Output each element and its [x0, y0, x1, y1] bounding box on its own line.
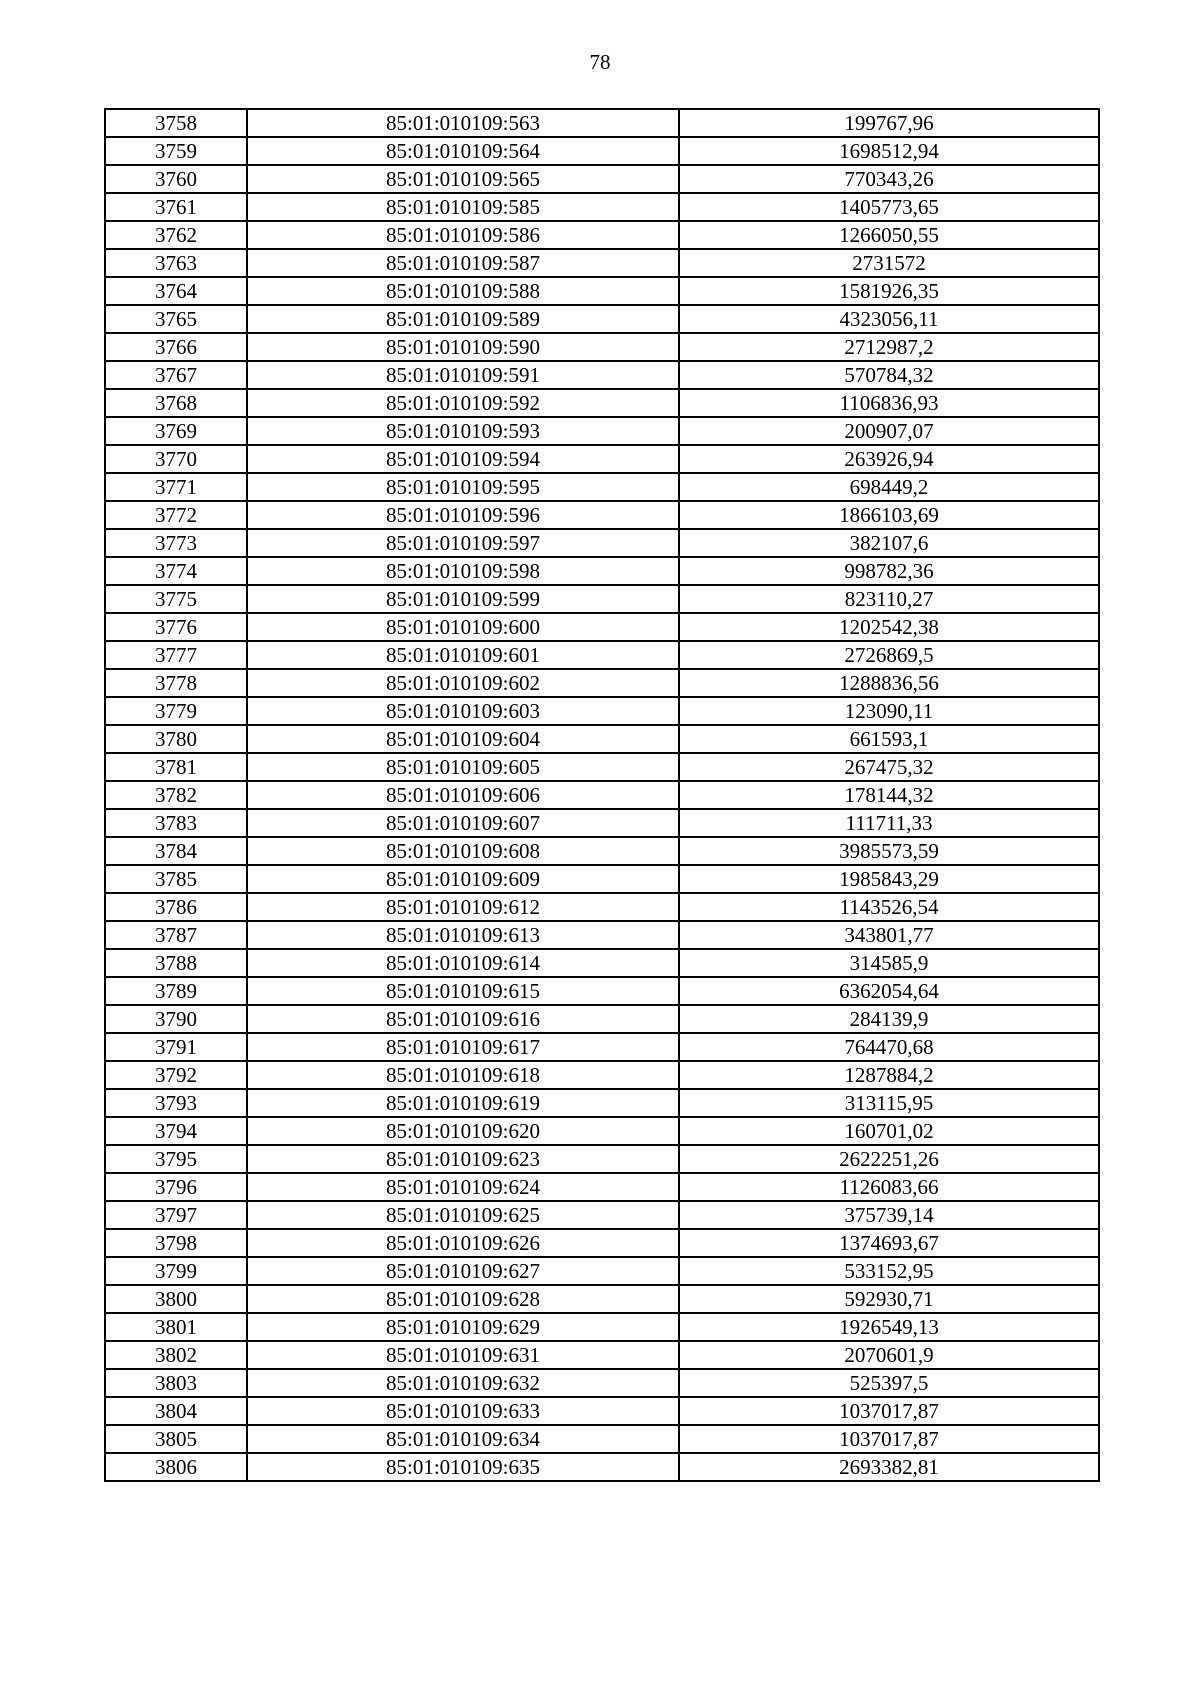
value-cell: 200907,07	[679, 417, 1099, 445]
cadastral-number-cell: 85:01:010109:617	[247, 1033, 679, 1061]
row-number-cell: 3790	[105, 1005, 247, 1033]
value-cell: 1866103,69	[679, 501, 1099, 529]
value-cell: 343801,77	[679, 921, 1099, 949]
cadastral-number-cell: 85:01:010109:596	[247, 501, 679, 529]
table-row	[105, 277, 1099, 305]
table-row	[105, 1341, 1099, 1369]
value-cell: 1037017,87	[679, 1397, 1099, 1425]
value-cell: 698449,2	[679, 473, 1099, 501]
value-cell: 284139,9	[679, 1005, 1099, 1033]
value-cell: 314585,9	[679, 949, 1099, 977]
table-row	[105, 1313, 1099, 1341]
cadastral-number-cell: 85:01:010109:564	[247, 137, 679, 165]
row-number-cell: 3779	[105, 697, 247, 725]
table-row	[105, 137, 1099, 165]
row-number-cell: 3798	[105, 1229, 247, 1257]
row-number-cell: 3769	[105, 417, 247, 445]
value-cell: 2726869,5	[679, 641, 1099, 669]
cadastral-number-cell: 85:01:010109:597	[247, 529, 679, 557]
table-row	[105, 1061, 1099, 1089]
row-number-cell: 3774	[105, 557, 247, 585]
row-number-cell: 3793	[105, 1089, 247, 1117]
value-cell: 6362054,64	[679, 977, 1099, 1005]
cadastral-number-cell: 85:01:010109:612	[247, 893, 679, 921]
table-row	[105, 865, 1099, 893]
value-cell: 1266050,55	[679, 221, 1099, 249]
table-row	[105, 809, 1099, 837]
row-number-cell: 3791	[105, 1033, 247, 1061]
cadastral-number-cell: 85:01:010109:593	[247, 417, 679, 445]
value-cell: 1985843,29	[679, 865, 1099, 893]
table-row	[105, 473, 1099, 501]
cadastral-number-cell: 85:01:010109:607	[247, 809, 679, 837]
value-cell: 4323056,11	[679, 305, 1099, 333]
value-cell: 1037017,87	[679, 1425, 1099, 1453]
row-number-cell: 3785	[105, 865, 247, 893]
value-cell: 661593,1	[679, 725, 1099, 753]
value-cell: 382107,6	[679, 529, 1099, 557]
row-number-cell: 3794	[105, 1117, 247, 1145]
row-number-cell: 3795	[105, 1145, 247, 1173]
value-cell: 764470,68	[679, 1033, 1099, 1061]
value-cell: 2622251,26	[679, 1145, 1099, 1173]
row-number-cell: 3765	[105, 305, 247, 333]
cadastral-number-cell: 85:01:010109:615	[247, 977, 679, 1005]
table-row	[105, 1397, 1099, 1425]
row-number-cell: 3773	[105, 529, 247, 557]
value-cell: 1288836,56	[679, 669, 1099, 697]
table-row	[105, 305, 1099, 333]
table-row	[105, 1033, 1099, 1061]
cadastral-number-cell: 85:01:010109:613	[247, 921, 679, 949]
table-row	[105, 921, 1099, 949]
row-number-cell: 3767	[105, 361, 247, 389]
value-cell: 770343,26	[679, 165, 1099, 193]
cadastral-number-cell: 85:01:010109:592	[247, 389, 679, 417]
cadastral-number-cell: 85:01:010109:589	[247, 305, 679, 333]
cadastral-number-cell: 85:01:010109:602	[247, 669, 679, 697]
row-number-cell: 3801	[105, 1313, 247, 1341]
cadastral-number-cell: 85:01:010109:605	[247, 753, 679, 781]
cadastral-number-cell: 85:01:010109:614	[247, 949, 679, 977]
table-body	[105, 109, 1099, 1481]
table-row	[105, 109, 1099, 137]
cadastral-number-cell: 85:01:010109:626	[247, 1229, 679, 1257]
row-number-cell: 3777	[105, 641, 247, 669]
cadastral-number-cell: 85:01:010109:627	[247, 1257, 679, 1285]
row-number-cell: 3761	[105, 193, 247, 221]
row-number-cell: 3768	[105, 389, 247, 417]
row-number-cell: 3764	[105, 277, 247, 305]
cadastral-number-cell: 85:01:010109:633	[247, 1397, 679, 1425]
cadastral-number-cell: 85:01:010109:585	[247, 193, 679, 221]
value-cell: 570784,32	[679, 361, 1099, 389]
table-row	[105, 1257, 1099, 1285]
value-cell: 2070601,9	[679, 1341, 1099, 1369]
cadastral-number-cell: 85:01:010109:594	[247, 445, 679, 473]
value-cell: 199767,96	[679, 109, 1099, 137]
row-number-cell: 3778	[105, 669, 247, 697]
value-cell: 263926,94	[679, 445, 1099, 473]
cadastral-number-cell: 85:01:010109:632	[247, 1369, 679, 1397]
row-number-cell: 3760	[105, 165, 247, 193]
cadastral-number-cell: 85:01:010109:591	[247, 361, 679, 389]
table-row	[105, 221, 1099, 249]
cadastral-number-cell: 85:01:010109:600	[247, 613, 679, 641]
row-number-cell: 3786	[105, 893, 247, 921]
row-number-cell: 3763	[105, 249, 247, 277]
cadastral-number-cell: 85:01:010109:606	[247, 781, 679, 809]
cadastral-number-cell: 85:01:010109:599	[247, 585, 679, 613]
page-number: 78	[589, 50, 611, 74]
table-row	[105, 641, 1099, 669]
row-number-cell: 3799	[105, 1257, 247, 1285]
value-cell: 2731572	[679, 249, 1099, 277]
row-number-cell: 3776	[105, 613, 247, 641]
cadastral-number-cell: 85:01:010109:628	[247, 1285, 679, 1313]
table-row	[105, 445, 1099, 473]
row-number-cell: 3788	[105, 949, 247, 977]
value-cell: 1106836,93	[679, 389, 1099, 417]
table-row	[105, 361, 1099, 389]
cadastral-number-cell: 85:01:010109:563	[247, 109, 679, 137]
cadastral-number-cell: 85:01:010109:565	[247, 165, 679, 193]
row-number-cell: 3800	[105, 1285, 247, 1313]
table-row	[105, 1425, 1099, 1453]
table-row	[105, 669, 1099, 697]
table-row	[105, 1285, 1099, 1313]
cadastral-number-cell: 85:01:010109:616	[247, 1005, 679, 1033]
row-number-cell: 3802	[105, 1341, 247, 1369]
table-row	[105, 1453, 1099, 1481]
row-number-cell: 3766	[105, 333, 247, 361]
row-number-cell: 3783	[105, 809, 247, 837]
value-cell: 1581926,35	[679, 277, 1099, 305]
value-cell: 3985573,59	[679, 837, 1099, 865]
value-cell: 525397,5	[679, 1369, 1099, 1397]
row-number-cell: 3759	[105, 137, 247, 165]
table-row	[105, 725, 1099, 753]
cadastral-number-cell: 85:01:010109:624	[247, 1173, 679, 1201]
cadastral-number-cell: 85:01:010109:634	[247, 1425, 679, 1453]
row-number-cell: 3789	[105, 977, 247, 1005]
table-row	[105, 949, 1099, 977]
row-number-cell: 3772	[105, 501, 247, 529]
row-number-cell: 3770	[105, 445, 247, 473]
table-row	[105, 529, 1099, 557]
cadastral-number-cell: 85:01:010109:623	[247, 1145, 679, 1173]
cadastral-number-cell: 85:01:010109:609	[247, 865, 679, 893]
table-row	[105, 1201, 1099, 1229]
table-row	[105, 193, 1099, 221]
value-cell: 313115,95	[679, 1089, 1099, 1117]
table-row	[105, 781, 1099, 809]
table-row	[105, 1145, 1099, 1173]
cadastral-number-cell: 85:01:010109:588	[247, 277, 679, 305]
cadastral-number-cell: 85:01:010109:603	[247, 697, 679, 725]
cadastral-number-cell: 85:01:010109:631	[247, 1341, 679, 1369]
table-row	[105, 1005, 1099, 1033]
value-cell: 178144,32	[679, 781, 1099, 809]
cadastral-number-cell: 85:01:010109:590	[247, 333, 679, 361]
value-cell: 1287884,2	[679, 1061, 1099, 1089]
row-number-cell: 3806	[105, 1453, 247, 1481]
table-row	[105, 389, 1099, 417]
row-number-cell: 3792	[105, 1061, 247, 1089]
cadastral-number-cell: 85:01:010109:608	[247, 837, 679, 865]
value-cell: 592930,71	[679, 1285, 1099, 1313]
row-number-cell: 3780	[105, 725, 247, 753]
table-row	[105, 613, 1099, 641]
table-row	[105, 753, 1099, 781]
row-number-cell: 3796	[105, 1173, 247, 1201]
row-number-cell: 3805	[105, 1425, 247, 1453]
row-number-cell: 3781	[105, 753, 247, 781]
table-row	[105, 977, 1099, 1005]
row-number-cell: 3782	[105, 781, 247, 809]
table-row	[105, 557, 1099, 585]
cadastral-number-cell: 85:01:010109:587	[247, 249, 679, 277]
cadastral-number-cell: 85:01:010109:598	[247, 557, 679, 585]
value-cell: 1202542,38	[679, 613, 1099, 641]
cadastral-number-cell: 85:01:010109:618	[247, 1061, 679, 1089]
value-cell: 823110,27	[679, 585, 1099, 613]
table-row	[105, 1089, 1099, 1117]
cadastral-number-cell: 85:01:010109:635	[247, 1453, 679, 1481]
row-number-cell: 3804	[105, 1397, 247, 1425]
value-cell: 267475,32	[679, 753, 1099, 781]
value-cell: 1126083,66	[679, 1173, 1099, 1201]
value-cell: 1698512,94	[679, 137, 1099, 165]
value-cell: 1143526,54	[679, 893, 1099, 921]
row-number-cell: 3762	[105, 221, 247, 249]
table-row	[105, 1369, 1099, 1397]
value-cell: 2693382,81	[679, 1453, 1099, 1481]
value-cell: 123090,11	[679, 697, 1099, 725]
cadastral-number-cell: 85:01:010109:629	[247, 1313, 679, 1341]
row-number-cell: 3758	[105, 109, 247, 137]
value-cell: 111711,33	[679, 809, 1099, 837]
value-cell: 998782,36	[679, 557, 1099, 585]
cadastral-value-table	[104, 108, 1100, 1482]
table-row	[105, 417, 1099, 445]
row-number-cell: 3784	[105, 837, 247, 865]
table-row	[105, 1117, 1099, 1145]
table-row	[105, 837, 1099, 865]
value-cell: 160701,02	[679, 1117, 1099, 1145]
cadastral-number-cell: 85:01:010109:620	[247, 1117, 679, 1145]
row-number-cell: 3775	[105, 585, 247, 613]
value-cell: 2712987,2	[679, 333, 1099, 361]
row-number-cell: 3771	[105, 473, 247, 501]
value-cell: 375739,14	[679, 1201, 1099, 1229]
cadastral-number-cell: 85:01:010109:595	[247, 473, 679, 501]
table-row	[105, 333, 1099, 361]
value-cell: 1374693,67	[679, 1229, 1099, 1257]
row-number-cell: 3803	[105, 1369, 247, 1397]
table-row	[105, 1229, 1099, 1257]
value-cell: 1405773,65	[679, 193, 1099, 221]
table-row	[105, 1173, 1099, 1201]
row-number-cell: 3787	[105, 921, 247, 949]
table-row	[105, 249, 1099, 277]
cadastral-number-cell: 85:01:010109:601	[247, 641, 679, 669]
cadastral-number-cell: 85:01:010109:604	[247, 725, 679, 753]
table-row	[105, 697, 1099, 725]
table-row	[105, 165, 1099, 193]
cadastral-number-cell: 85:01:010109:619	[247, 1089, 679, 1117]
cadastral-number-cell: 85:01:010109:625	[247, 1201, 679, 1229]
row-number-cell: 3797	[105, 1201, 247, 1229]
cadastral-number-cell: 85:01:010109:586	[247, 221, 679, 249]
value-cell: 533152,95	[679, 1257, 1099, 1285]
table-row	[105, 893, 1099, 921]
table-row	[105, 585, 1099, 613]
table-row	[105, 501, 1099, 529]
value-cell: 1926549,13	[679, 1313, 1099, 1341]
